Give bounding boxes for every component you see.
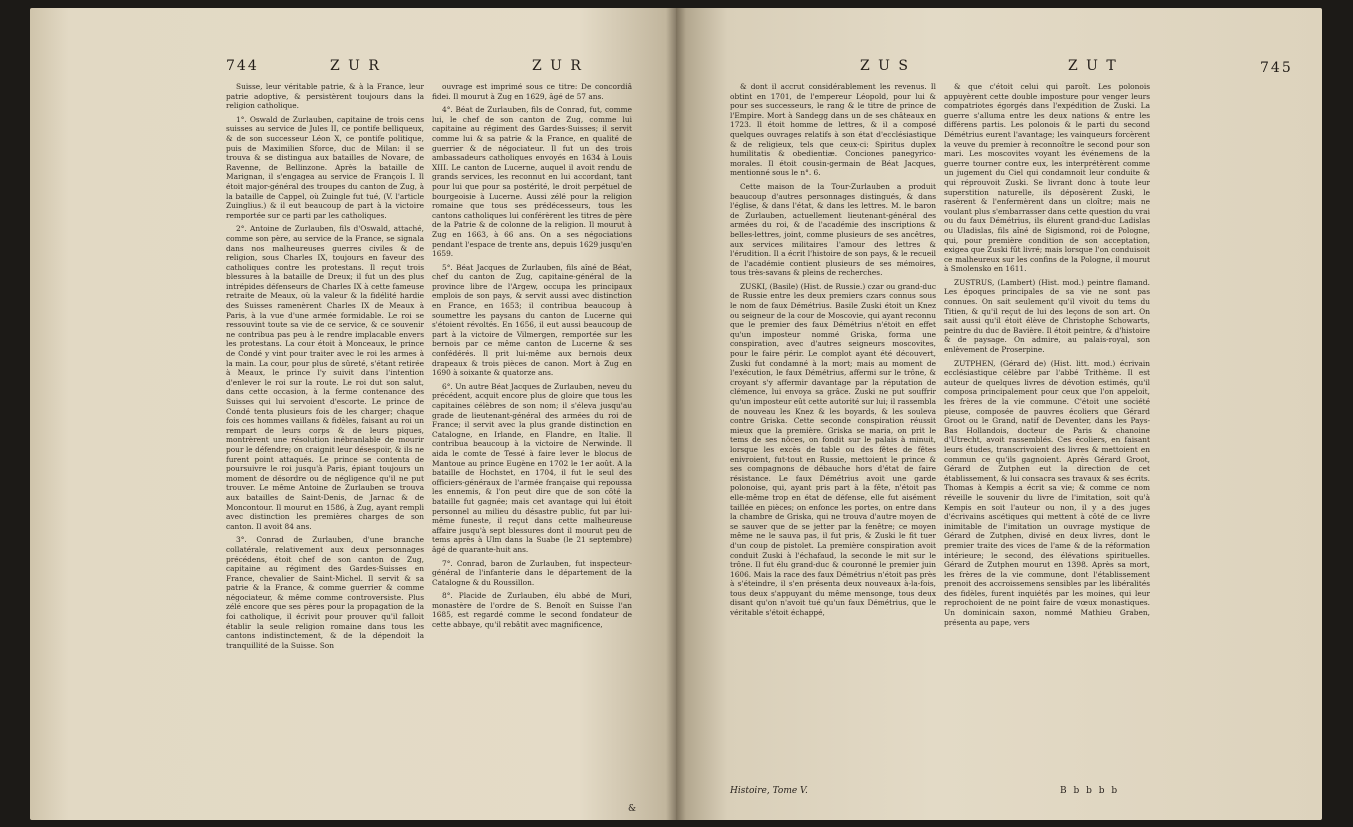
- paragraph: 2°. Antoine de Zurlauben, fils d'Oswald, attaché, comme son père, au service de la France, se signala dans nos malheureuses guerres civiles & de religion, sous Charles IX, toujours en faveur des catholiques contre les protestans. Il reçut trois blessures à la bataille de Dreux; il fut un des plus intrépides défenseurs de Charles IX à cette fameuse retraite de Meaux, où la valeur & la fidélité hardie des Suisses ramenèrent Charles IX de Meaux à Paris, à la vue d'une armée formidable. Le roi se ressouvint toute sa vie de ce service, & ce souvenir ne contribua pas peu à le rendre implacable envers les protestans. La cour étoit à Monceaux, le prince de Condé y vint pour traiter avec le roi les armes à la main. La cour, pour plus de sûreté, s'étant retirée à Meaux, le prince l'y suivit dans l'intention d'enlever le roi sur la route. Le roi dut son salut, dans cette occasion, à la ferme contenance des Suisses qui lui servoient d'escorte. Le prince de Condé tenta plusieurs fois de les charger; chaque fois ces hommes vaillans & fidèles, faisant au roi un rempart de leurs corps & de leurs piques, montrèrent une résolution inébranlable de mourir pour le défendre; on craignit leur désespoir, & ils ne furent point attaqués. Le prince se contenta de poursuivre le roi jusqu'à Paris, épiant toujours un moment de désordre ou de négligence qu'il ne put trouver. Le même Antoine de Zurlauben se trouva aux batailles de Saint-Denis, de Jarnac & de Moncontour. Il mourut en 1586, à Zug, ayant rempli avec distinction les premières charges de son canton. Il avoit 84 ans.: [226, 224, 424, 531]
- running-header-left-1: Z U R: [330, 58, 381, 74]
- signature-mark: B b b b b: [1060, 786, 1120, 796]
- left-page: [30, 8, 676, 820]
- paragraph: ZUTPHEN, (Gérard de) (Hist. litt. mod.) écrivain ecclésiastique célèbre par l'abbé Trithème. Il est auteur de quelques livres de dévotion estimés, qu'il composa principalement pour ceux que l'on appeloit, les frères de la vie commune. C'étoit une société pieuse, composée de pauvres écoliers que Gérard Groot ou le Grand, natif de Deventer, dans les Pays-Bas Hollandois, docteur de Paris & chanoine d'Utrecht, avoit rassemblés. Ces écoliers, en faisant leurs études, transcrivoient des livres & mettoient en commun ce qu'ils gagnoient. Après Gérard Groot, Gérard de Zutphen eut la direction de cet établissement, & lui consacra ses travaux & ses écrits. Thomas à Kempis a écrit sa vie; & comme ce nom réveille le souvenir du livre de l'imitation, soit qu'à Kempis en soit l'auteur ou non, il y a des juges d'écrivains ascétiques qui mettent à côté de ce livre inimitable de l'imitation un ouvrage mystique de Gérard de Zutphen, divisé en deux livres, dont le premier traite des vices de l'ame & de la réformation intérieure; le second, des élévations spirituelles. Gérard de Zutphen mourut en 1398. Après sa mort, les frères de la vie commune, dont l'établissement prenoit des accroissemens sensibles par les libéralités des fidèles, furent inquiétés par les moines, qui leur reprochoient de ne point faire de vœux monastiques. Un dominicain saxon, nommé Mathieu Graben, présenta au pape, vers: [944, 358, 1150, 627]
- paragraph: ouvrage est imprimé sous ce titre: De concordiâ fidei. Il mourut à Zug en 1629, âgé de 57 ans.: [432, 82, 632, 101]
- paragraph: 1°. Oswald de Zurlauben, capitaine de trois cens suisses au service de Jules II, ce pontife belliqueux, & de son successeur Léon X, ce pontife politique, puis de Maximilien Sforce, duc de Milan: il se trouva & se distingua aux batailles de Novare, de Ravenne, de Bellinzone. Après la bataille de Marignan, il s'engagea au service de François I. Il étoit major-général des troupes du canton de Zug, à la bataille de Cappel, où Zuingle fut tué, (V. l'article Zuinglius.) & il eut beaucoup de part à la victoire remportée sur ce parti par les catholiques.: [226, 114, 424, 220]
- paragraph: & dont il accrut considérablement les revenus. Il obtint en 1701, de l'empereur Léopold, pour lui & pour ses successeurs, le rang & le titre de prince de l'Empire. Mort à Sandegg dans un de ses châteaux en 1723. Il étoit homme de lettres, & il a composé quelques ouvrages relatifs à son état d'ecclésiastique & de religieux, tels que ceux-ci: Spiritus duplex humilitatis & obedientiæ. Conciones panegyrico-morales. Il étoit cousin-germain de Béat Jacques, mentionné sous le n°. 6.: [730, 82, 936, 178]
- paragraph: ZUSKI, (Basile) (Hist. de Russie.) czar ou grand-duc de Russie entre les deux premiers czars connus sous le nom de faux Démétrius. Basile Zuski étoit un Knez ou seigneur de la cour de Moscovie, qui ayant reconnu que le premier des faux Démétrius n'étoit en effet qu'un imposteur nommé Griska, forma une conspiration, avec d'autres seigneurs moscovites, pour le faire périr. Le complot ayant été découvert, Zuski fut condamné à la mort; mais au moment de l'exécution, le faux Démétrius, affermi sur le trône, & croyant s'y affermir davantage par la réputation de clémence, lui envoya sa grâce. Zuski ne put souffrir qu'un imposteur eût cette autorité sur lui; il rassembla de nouveau les Knez & les boyards, & les souleva contre Griska. Cette seconde conspiration réussit mieux que la première. Griska se maria, on prit le tems de ses nôces, on fondit sur le palais à minuit, lorsque les excès de table ou des fêtes de fêtes enivroient, fut-tout en Russie, mettoient le prince & ses compagnons de débauche hors d'état de faire résistance. Le faux Démétrius avoit une garde polonoise, qui, ayant pris part à la fête, n'étoit pas elle-même trop en état de défense, elle fut aisément taillée en pièces; on enfonce les portes, on entre dans la chambre de Griska, qui ne trouva d'autre moyen de se sauver que de se jetter par la fenêtre; ce moyen même ne le sauva pas, il fut pris, & Zuski le fit tuer d'un coup de pistolet. La première conspiration avoit conduit Zuski à l'échafaud, la seconde le mit sur le trône. Il fut élu grand-duc & couronné le premier juin 1606. Mais la race des faux Démétrius n'étoit pas près à s'éteindre, il s'en présenta deux nouveaux à-la-fois, tous deux s'appuyant du même mensonge, tous deux disant qu'on n'avoit tué qu'un faux Démétrius, que le véritable s'étoit échappé,: [730, 281, 936, 618]
- running-header-left-2: Z U R: [532, 58, 583, 74]
- running-header-right-2: Z U T: [1068, 58, 1118, 74]
- left-page-column-2: [432, 82, 632, 802]
- catchword: &: [628, 804, 637, 814]
- paragraph: Cette maison de la Tour-Zurlauben a produit beaucoup d'autres personnages distingués, & dans l'église, & dans l'état, & dans les lettres. M. le baron de Zurlauben, actuellement lieutenant-général des armées du roi, & de l'académie des inscriptions & belles-lettres, joint, comme plusieurs de ses ancêtres, aux services militaires l'amour des lettres & l'érudition. Il a écrit l'histoire de son pays, & le recueil de l'académie contient plusieurs de ses mémoires, tous très-savans & pleins de recherches.: [730, 181, 936, 278]
- paragraph: 3°. Conrad de Zurlauben, d'une branche collatérale, relativement aux deux personnages précédens, étoit chef de son canton de Zug, capitaine au régiment des Gardes-Suisses en France, chevalier de Saint-Michel. Il servit & sa patrie & la France, & comme guerrier & comme négociateur, & même comme controversiste. Plus zélé encore que ses pères pour la propagation de la foi catholique, il écrivit pour prouver qu'il falloit établir la seule religion romaine dans tous les cantons indistinctement, & de la dépendoit la tranquillité de la Suisse. Son: [226, 535, 424, 650]
- paragraph: 8°. Placide de Zurlauben, élu abbé de Muri, monastère de l'ordre de S. Benoît en Suisse l'an 1685, est regardé comme le second fondateur de cette abbaye, qu'il rebâtit avec magnificence,: [432, 591, 632, 630]
- page-number-left: 744: [226, 58, 259, 74]
- open-book: [30, 8, 1322, 820]
- right-page: [676, 8, 1322, 820]
- running-header-right-1: Z U S: [860, 58, 911, 74]
- book-gutter: [666, 8, 686, 820]
- page-number-right: 745: [1260, 60, 1293, 76]
- paragraph: 5°. Béat Jacques de Zurlauben, fils aîné de Béat, chef du canton de Zug, capitaine-général de la province libre de l'Argew, occupa les principaux emplois de son pays, & servit aussi avec distinction en France, en 1653; il contribua beaucoup à soumettre les paysans du canton de Lucerne qui s'étoient révoltés. En 1656, il eut aussi beaucoup de part à la victoire de Vilmergen, remportée sur les bernois par ce même canton de Lucerne & ses confédérés. Il prit lui-même aux bernois deux drapeaux & trois pièces de canon. Mort à Zug en 1690 à soixante & quatorze ans.: [432, 262, 632, 378]
- paragraph: ZUSTRUS, (Lambert) (Hist. mod.) peintre flamand. Les époques principales de sa vie ne sont pas connues. On sait seulement qu'il vivoit du tems du Titien, & qu'il reçut de lui des leçons de son art. On sait aussi qu'il étoit élève de Christophe Schowarts, peintre du duc de Bavière. Il étoit peintre, & d'histoire & de paysage. On admire, au palais-royal, son enlèvement de Proserpine.: [944, 277, 1150, 355]
- paragraph: & que c'étoit celui qui paroît. Les polonois appuyèrent cette double imposture pour venger leurs compatriotes égorgés dans l'expédition de Zuski. La guerre s'alluma entre les deux nations & entre les différens partis. Les polonois & le parti du second Démétrius eurent l'avantage; les vainqueurs forcèrent la veuve du premier à reconnoître le second pour son mari. Les moscovites voyant les événemens de la guerre tourner contre eux, les interprétèrent comme un jugement du Ciel qui condamnoit leur conduite & qui réprouvoit Zuski. Se livrant donc à toute leur superstition naturelle, ils déposèrent Zuski, le rasèrent & l'enfermèrent dans un cloître; mais ne voulant plus s'embarrasser dans cette question du vrai ou du faux Démétrius, ils élurent grand-duc Ladislas ou Uladislas, fils aîné de Sigismond, roi de Pologne, qui, pour première condition de son acceptation, exigea que Zuski fût livré; mais lorsque l'on conduisoit ce malheureux sur les confins de la Pologne, il mourut à Smolensko en 1611.: [944, 82, 1150, 274]
- paragraph: 4°. Béat de Zurlauben, fils de Conrad, fut, comme lui, le chef de son canton de Zug, comme lui capitaine au régiment des Gardes-Suisses; il servit comme lui & sa patrie & la France, en qualité de guerrier & de négociateur. Il fut un des trois ambassadeurs catholiques envoyés en 1634 à Louis XIII. Le canton de Lucerne, auquel il avoit rendu de grands services, les reconnut en lui accordant, tant pour lui que pour sa postérité, le droit perpétuel de bourgeoisie à Lucerne. Aussi zélé pour la religion romaine que tous ses prédécesseurs, tous les cantons catholiques lui conférèrent les titres de père de la Patrie & de colonne de la religion. Il mourut à Zug en 1663, à 66 ans. On a ses négociations pendant l'espace de trente ans, depuis 1629 jusqu'en 1659.: [432, 105, 632, 259]
- footer-volume: Histoire, Tome V.: [730, 786, 808, 796]
- paragraph: 6°. Un autre Béat Jacques de Zurlauben, neveu du précédent, acquit encore plus de gloire que tous les capitaines célèbres de son nom; il s'éleva jusqu'au grade de lieutenant-général des armées du roi de France; il servit avec la plus grande distinction en Catalogne, en Irlande, en Flandre, en Italie. Il contribua beaucoup à la victoire de Nerwinde. Il aida le comte de Tessé à faire lever le blocus de Mantoue au prince Eugène en 1702 le 1er août. A la bataille de Hochstet, en 1704, il fut le seul des officiers-généraux de l'armée française qui repoussa les ennemis, & l'on peut dire que de son côté la bataille fut gagnée; mais cet avantage qui lui étoit personnel au milieu du désastre public, fut par lui-même funeste, il reçut dans cette malheureuse affaire jusqu'à sept blessures dont il mourut peu de tems après à Ulm dans la Suabe (le 21 septembre) âgé de quarante-huit ans.: [432, 381, 632, 554]
- right-page-column-1: [730, 82, 936, 782]
- paragraph: Suisse, leur véritable patrie, & à la France, leur patrie adoptive, & persistèrent toujours dans la religion catholique.: [226, 82, 424, 111]
- right-page-column-2: [944, 82, 1150, 782]
- paragraph: 7°. Conrad, baron de Zurlauben, fut inspecteur-général de l'infanterie dans le département de la Catalogne & du Roussillon.: [432, 558, 632, 587]
- left-page-column-1: [226, 82, 424, 802]
